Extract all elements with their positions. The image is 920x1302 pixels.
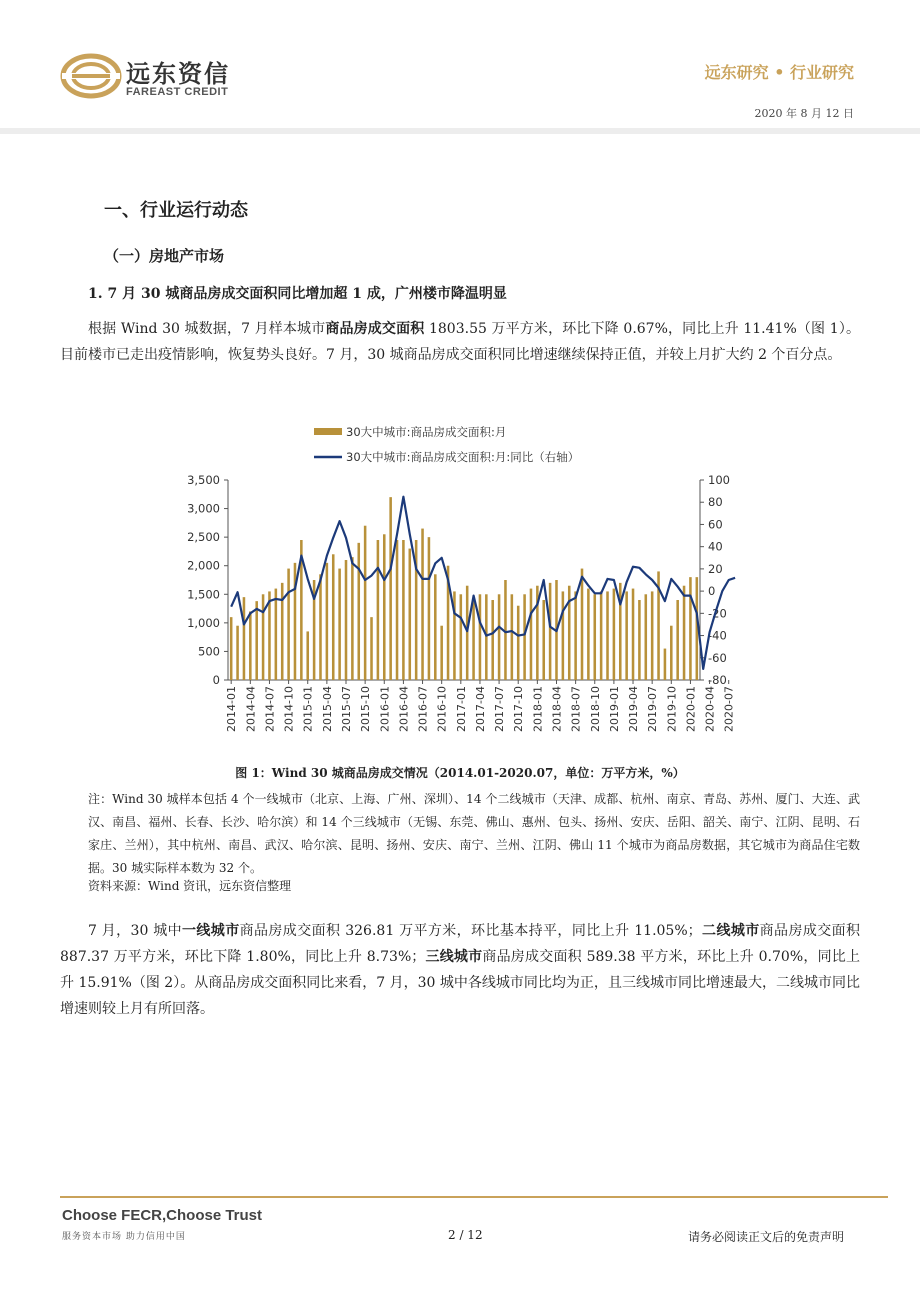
x-tick-label: 2020-04 [703, 686, 717, 732]
x-tick-label: 2018-04 [550, 686, 564, 732]
chart-bar [587, 589, 590, 680]
x-tick-label: 2020-01 [684, 686, 698, 732]
chart-bar [600, 591, 603, 680]
chart-bar [421, 529, 424, 680]
subsection-heading: （一）房地产市场 [104, 247, 225, 265]
right-tick-label: 100 [708, 473, 730, 487]
chart-bar [498, 594, 501, 680]
x-tick-label: 2019-07 [646, 686, 660, 732]
chart-bar [306, 631, 309, 680]
x-tick-label: 2016-01 [378, 686, 392, 732]
left-tick-label: 1,500 [187, 587, 220, 602]
legend-bar-label: 30大中城市:商品房成交面积:月 [346, 425, 507, 439]
page-number: 2 / 12 [448, 1228, 483, 1242]
legend-line-label: 30大中城市:商品房成交面积:月:同比（右轴） [346, 450, 580, 464]
left-tick-label: 2,500 [187, 530, 220, 545]
footer-slogan: Choose FECR,Choose Trust [62, 1207, 263, 1224]
chart-bar [606, 591, 609, 680]
right-tick-label: -20 [708, 606, 727, 621]
chart-bar [593, 594, 596, 680]
x-tick-label: 2015-07 [340, 686, 353, 732]
chart-bar [664, 649, 667, 680]
x-tick-label: 2018-07 [569, 686, 583, 732]
x-tick-label: 2015-01 [301, 686, 315, 732]
chart-bar [396, 540, 399, 680]
x-tick-label: 2018-10 [588, 686, 602, 732]
chart-bar [409, 549, 412, 680]
chart-bar [638, 600, 641, 680]
left-tick-label: 0 [212, 673, 220, 687]
footer-divider [60, 1196, 888, 1198]
right-tick-label: -40 [708, 628, 727, 643]
chart-bar [230, 617, 233, 680]
chart-bar [275, 589, 278, 680]
chart-legend [314, 425, 579, 464]
x-tick-label: 2016-07 [416, 686, 430, 732]
figure-note: 注：Wind 30 城样本包括 4 个一线城市（北京、上海、广州、深圳）、14 个二线城市（天津、成都、杭州、南京、青岛、苏州、厦门、大连、武汉、南昌、福州、长春、长沙、哈尔滨）和 14 个三线城市（无锡、东莞、佛山、惠州、包头、扬州、安庆、岳阳、韶关、南宁、江阴、昆明、石家庄、兰州），其中杭州、南昌、武汉、哈尔滨、昆明、扬州、安庆、南宁、兰州、江阴、佛山 11 个城市为商品房数据，其它城市为商品住宅数据。30 城实际样本数为 32 个。 [88, 792, 860, 875]
figure-source: 资料来源：Wind 资讯，远东资信整理 [88, 879, 292, 893]
right-tick-label: -80 [708, 673, 727, 687]
report-date: 2020 年 8 月 12 日 [754, 107, 854, 120]
logo-english-name: FAREAST CREDIT [126, 86, 229, 98]
chart-bar [383, 534, 386, 680]
chart-bar [517, 606, 520, 680]
chart-bar [460, 594, 463, 680]
chart-bar [472, 600, 475, 680]
left-tick-label: 3,500 [187, 473, 220, 487]
chart-bar [613, 589, 616, 680]
chart-bar [338, 569, 341, 680]
chart-bar [249, 611, 252, 680]
chart-bar [243, 597, 246, 680]
chart-bar [287, 569, 290, 680]
legend-bar-swatch [314, 428, 342, 435]
x-tick-label: 2014-10 [282, 686, 296, 732]
left-tick-label: 2,000 [187, 558, 220, 573]
chart-bar [332, 554, 335, 680]
chart-bar [651, 591, 654, 680]
x-tick-label: 2015-10 [359, 686, 373, 732]
transaction-area-chart [168, 418, 736, 760]
paragraph-1: 根据 Wind 30 城数据，7 月样本城市商品房成交面积 1803.55 万平方米，环比下降 0.67%，同比上升 11.41%（图 1）。目前楼市已走出疫情影响，恢复势头良好。7 月，30 城商品房成交面积同比增速继续保持正值，并较上月扩大约 2 个百分点。 [60, 321, 860, 363]
x-tick-label: 2017-04 [473, 686, 487, 732]
left-tick-label: 500 [198, 644, 220, 659]
x-tick-label: 2015-04 [320, 686, 334, 732]
right-tick-label: 60 [708, 517, 723, 532]
left-tick-label: 3,000 [187, 501, 220, 516]
chart-bar [581, 569, 584, 680]
chart-bar [364, 526, 367, 680]
chart-bar [377, 540, 380, 680]
x-tick-label: 2014-04 [244, 686, 258, 732]
chart-bar [683, 586, 686, 680]
chart-bar [326, 563, 329, 680]
chart-bar [632, 589, 635, 680]
x-tick-label: 2017-10 [512, 686, 526, 732]
chart-bar [479, 594, 482, 680]
x-tick-label: 2016-04 [397, 686, 411, 732]
chart-bar [345, 560, 348, 680]
right-tick-label: 20 [708, 561, 723, 576]
chart-bar [428, 537, 431, 680]
x-tick-label: 2020-07 [722, 686, 736, 732]
right-tick-label: 80 [708, 495, 723, 510]
chart-bar [562, 591, 565, 680]
chart-bar [402, 540, 405, 680]
chart-bar [389, 497, 392, 680]
fareast-logo-icon [60, 52, 122, 100]
chart-bar [434, 574, 437, 680]
x-tick-label: 2017-01 [454, 686, 468, 732]
right-tick-label: 0 [708, 584, 716, 599]
x-tick-label: 2018-01 [531, 686, 545, 732]
logo-chinese-name: 远东资信 [126, 60, 230, 88]
chart-bar [466, 586, 469, 680]
chart-bar [351, 557, 354, 680]
x-tick-label: 2019-01 [607, 686, 621, 732]
footer-slogan-sub: 服务资本市场 助力信用中国 [62, 1232, 186, 1242]
section-heading: 一、行业运行动态 [104, 200, 248, 221]
chart-bar [357, 543, 360, 680]
footer-disclaimer: 请务必阅读正文后的免责声明 [687, 1230, 844, 1244]
figure-caption: 图 1：Wind 30 城商品房成交情况（2014.01-2020.07，单位：万平方米，%） [235, 766, 685, 780]
x-tick-label: 2019-10 [665, 686, 679, 732]
chart-bar [542, 600, 545, 680]
report-series: 远东研究 • 行业研究 [704, 63, 854, 82]
chart-bar [485, 594, 488, 680]
x-tick-label: 2016-10 [435, 686, 449, 732]
chart-bar [255, 601, 258, 680]
chart-bar [236, 626, 239, 680]
chart-bar [523, 594, 526, 680]
chart-bar [549, 583, 552, 680]
right-tick-label: -60 [708, 650, 727, 665]
chart-bar [262, 594, 265, 680]
chart-bar [319, 574, 322, 680]
chart-bar [440, 626, 443, 680]
chart-bar [511, 594, 514, 680]
chart-bar [574, 591, 577, 680]
x-tick-label: 2017-07 [493, 686, 507, 732]
header-divider [0, 128, 920, 134]
x-tick-label: 2019-04 [627, 686, 641, 732]
topic-heading: 1. 7 月 30 城商品房成交面积同比增加超 1 成，广州楼市降温明显 [88, 286, 507, 302]
chart-bar [689, 577, 692, 680]
chart-bar [491, 600, 494, 680]
x-tick-label: 2014-01 [225, 686, 239, 732]
chart-bar [530, 589, 533, 680]
chart-bar [625, 591, 628, 680]
chart-bar [676, 600, 679, 680]
paragraph-2: 7 月，30 城中一线城市商品房成交面积 326.81 万平方米，环比基本持平，同比上升 11.05%；二线城市商品房成交面积 887.37 万平方米，环比下降 1.80%，同比上升 8.73%；三线城市商品房成交面积 589.38 平方米，环比上升 0.70%，同比上升 15.91%（图 2）。从商品房成交面积同比来看，7 月，30 城中各线城市同比均为正，且三线城市同比增速最大，二线城市同比增速则较上月有所回落。 [60, 923, 861, 1017]
chart-bar [670, 626, 673, 680]
x-tick-label: 2014-07 [263, 686, 277, 732]
left-tick-label: 1,000 [187, 615, 220, 630]
chart-bar [370, 617, 373, 680]
chart-bar [645, 594, 648, 680]
right-tick-label: 40 [708, 539, 723, 554]
